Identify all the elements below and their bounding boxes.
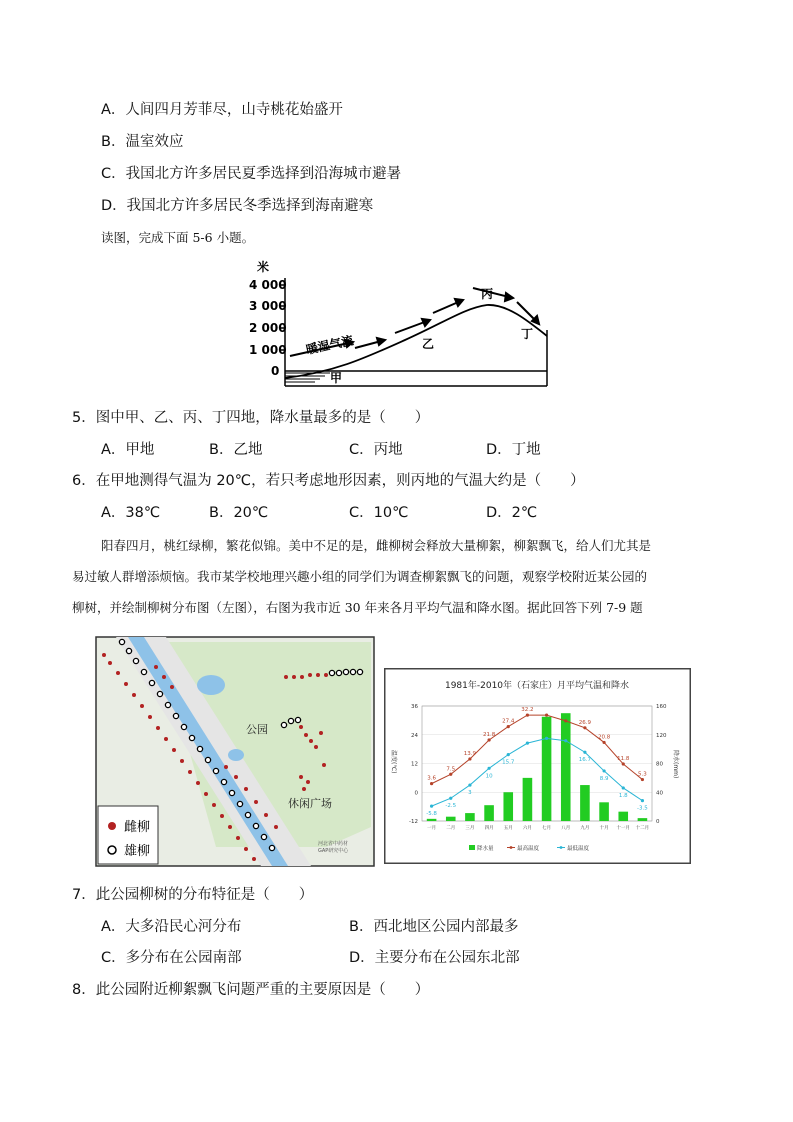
min-temp-point [430, 805, 433, 808]
precip-bar [618, 812, 628, 821]
precip-bar [465, 813, 475, 821]
y-left-tick: 36 [411, 704, 418, 710]
legend-female-marker [108, 822, 116, 830]
point-yi: 乙 [422, 337, 435, 351]
q4-option-b: B．温室效应 [101, 134, 184, 150]
max-temp-label: 27.4 [502, 718, 515, 725]
y-left-tick: -12 [409, 819, 418, 825]
q6-option-c: C．10℃ [349, 505, 409, 521]
y-right-tick: 80 [656, 761, 663, 768]
q7-stem: 7．此公园柳树的分布特征是（ ） [72, 887, 314, 903]
precip-bar [561, 713, 571, 821]
min-temp-label: -3.5 [637, 805, 648, 812]
max-temp-point [583, 726, 586, 729]
q5-option-d: D．丁地 [486, 442, 541, 458]
max-temp-point [545, 714, 548, 717]
min-temp-point [583, 751, 586, 754]
max-temp-point [430, 782, 433, 785]
q7-option-d: D．主要分布在公园东北部 [349, 950, 520, 966]
precip-bar [427, 819, 437, 821]
min-temp-point [449, 797, 452, 800]
min-temp-label: 8.9 [599, 775, 609, 782]
y-left-tick: 12 [411, 761, 418, 768]
q6-stem: 6．在甲地测得气温为 20℃，若只考虑地形因素，则丙地的气温大约是（ ） [72, 473, 585, 489]
legend-male-marker [108, 846, 116, 854]
precip-bar [599, 802, 609, 821]
map-watermark-2: GAP研究中心 [318, 848, 349, 854]
min-temp-label: 3 [468, 790, 472, 797]
mountain-tick: 1 000 [249, 343, 287, 357]
q6-option-a: A．38℃ [101, 505, 161, 521]
max-temp-point [641, 778, 644, 781]
chart-title: 1981年-2010年（石家庄）月平均气温和降水 [444, 681, 630, 691]
precip-bar [638, 818, 648, 821]
legend-label: 最高温度 [517, 846, 540, 852]
min-temp-point [641, 799, 644, 802]
max-temp-label: 26.9 [578, 719, 592, 726]
y-right-tick: 120 [656, 732, 667, 739]
q4-option-d: D．我国北方许多居民冬季选择到海南避寒 [101, 198, 374, 214]
precip-bar [580, 785, 590, 821]
passage-line-3: 柳树，并绘制柳树分布图（左图），右图为我市近 30 年来各月平均气温和降水图。据此回答下列 7-9 题 [72, 600, 643, 615]
x-tick: 七月 [542, 826, 552, 831]
max-temp-point [526, 714, 529, 717]
precip-bar [484, 805, 494, 821]
min-temp-label: -2.5 [445, 803, 457, 810]
max-temp-label: 7.5 [446, 766, 456, 773]
min-temp-point [545, 737, 548, 740]
y-left-tick: 24 [411, 732, 418, 739]
y-right-tick: 0 [656, 819, 660, 825]
q4-option-c: C．我国北方许多居民夏季选择到沿海城市避暑 [101, 166, 402, 182]
precip-bar [523, 778, 533, 821]
min-temp-point [622, 786, 625, 789]
legend-female-label: 雌柳 [124, 820, 151, 835]
point-jia: 甲 [330, 371, 343, 385]
mountain-tick: 0 [271, 364, 280, 378]
legend-label: 最低温度 [567, 846, 590, 852]
y-right-tick: 40 [656, 790, 663, 797]
q5-option-b: B．乙地 [209, 442, 263, 458]
intro-5-6: 读图，完成下面 5-6 小题。 [101, 230, 255, 245]
min-temp-point [468, 783, 471, 786]
min-temp-point [507, 753, 510, 756]
x-tick: 一月 [427, 826, 437, 831]
y-right-tick: 160 [656, 704, 667, 710]
legend-swatch [469, 845, 475, 850]
y-left-tick: 0 [414, 790, 418, 797]
legend-swatch [510, 846, 513, 849]
x-tick: 八月 [561, 826, 571, 831]
q5-option-a: A．甲地 [101, 442, 155, 458]
y-left-label: 温度(℃) [390, 750, 397, 774]
x-tick: 十二月 [635, 826, 650, 831]
x-tick: 二月 [446, 826, 456, 831]
y-right-label: 降水(mm) [672, 750, 679, 779]
min-temp-label: 15.7 [502, 759, 515, 766]
min-temp-point [564, 739, 567, 742]
x-tick: 十月 [599, 826, 609, 831]
legend-male-label: 雄柳 [124, 844, 151, 859]
q8-stem: 8．此公园附近柳絮飘飞问题严重的主要原因是（ ） [72, 982, 430, 998]
q6-option-b: B．20℃ [209, 505, 269, 521]
mountain-tick: 2 000 [249, 321, 287, 335]
max-temp-point [507, 725, 510, 728]
max-temp-point [468, 757, 471, 760]
q7-option-a: A．大多沿民心河分布 [101, 919, 242, 935]
max-temp-label: 20.8 [597, 734, 611, 741]
airflow-label: 暖湿气流 [304, 333, 355, 357]
max-temp-label: 32.2 [521, 707, 534, 714]
x-tick: 三月 [465, 826, 475, 831]
max-temp-point [564, 719, 567, 722]
mountain-figure [249, 258, 555, 388]
precip-bar [503, 792, 513, 821]
legend-label: 降水量 [477, 846, 494, 852]
max-temp-label: 21.8 [482, 732, 496, 739]
max-temp-point [449, 773, 452, 776]
max-temp-label: 5.3 [638, 771, 647, 778]
x-tick: 五月 [503, 826, 513, 831]
min-temp-point [487, 767, 490, 770]
q4-option-a: A．人间四月芳菲尽，山寺桃花始盛开 [101, 102, 343, 118]
max-temp-label: 3.6 [427, 775, 436, 782]
point-ding: 丁 [521, 327, 534, 341]
max-temp-point [602, 741, 605, 744]
max-temp-point [487, 738, 490, 741]
climate-chart [384, 668, 691, 864]
mountain-unit: 米 [257, 260, 270, 274]
q5-option-c: C．丙地 [349, 442, 403, 458]
mountain-tick: 4 000 [249, 278, 287, 292]
passage-line-1: 阳春四月，桃红绿柳，繁花似锦。美中不足的是，雌柳树会释放大量柳絮，柳絮飘飞，给人们尤其是 [101, 538, 652, 553]
q7-option-b: B．西北地区公园内部最多 [349, 919, 519, 935]
q7-option-c: C．多分布在公园南部 [101, 950, 242, 966]
q5-stem: 5．图中甲、乙、丙、丁四地，降水量最多的是（ ） [72, 410, 430, 426]
max-temp-point [622, 762, 625, 765]
min-temp-point [602, 769, 605, 772]
min-temp-point [526, 742, 529, 745]
willow-map [96, 637, 374, 866]
legend-swatch [560, 846, 563, 849]
x-tick: 四月 [484, 826, 494, 831]
precip-bar [446, 817, 456, 821]
max-temp-label: 13.9 [463, 750, 477, 757]
x-tick: 六月 [522, 826, 532, 831]
point-bing: 丙 [481, 287, 494, 301]
map-plaza-label: 休闲广场 [288, 797, 332, 810]
q6-option-d: D．2℃ [486, 505, 538, 521]
x-tick: 九月 [580, 826, 590, 831]
map-watermark-1: 河北省中药材 [318, 841, 349, 847]
mountain-tick: 3 000 [249, 299, 287, 313]
min-temp-label: 1.8 [618, 792, 628, 799]
precip-bar [542, 717, 552, 821]
min-temp-label: -5.8 [426, 811, 437, 818]
map-park-label: 公园 [246, 723, 268, 736]
x-tick: 十一月 [616, 826, 630, 831]
min-temp-label: 16.7 [578, 757, 592, 764]
passage-line-2: 易过敏人群增添烦恼。我市某学校地理兴趣小组的同学们为调查柳絮飘飞的问题，观察学校附近某公园的 [72, 569, 648, 584]
min-temp-label: 10 [485, 773, 493, 780]
max-temp-label: 11.8 [617, 755, 630, 762]
